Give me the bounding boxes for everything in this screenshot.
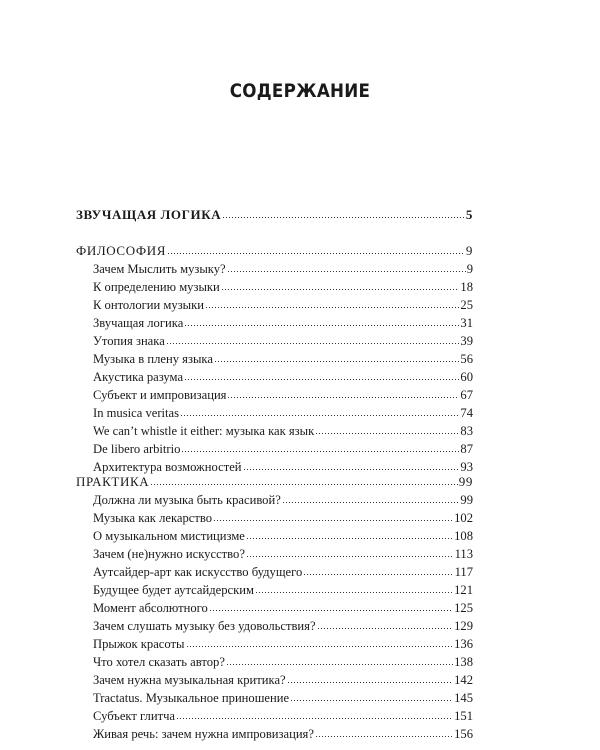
- toc-entry[interactable]: [76, 386, 473, 404]
- toc-entry-page: 60: [460, 370, 473, 384]
- toc-entry-page: 9: [466, 262, 473, 276]
- toc-entry-title: Зачем слушать музыку без удовольствия?: [93, 619, 316, 633]
- toc-section-heading[interactable]: [76, 242, 473, 260]
- toc-entry-title: Звучащая логика: [93, 316, 184, 330]
- toc-section-heading[interactable]: [76, 473, 473, 491]
- toc-entry[interactable]: [76, 617, 473, 635]
- toc-entry-title: Будущее будет аутсайдерским: [93, 583, 254, 597]
- toc-dot-leader: [243, 461, 460, 471]
- toc-entry-page: 129: [454, 619, 473, 633]
- toc-dot-leader: [246, 530, 453, 540]
- toc-entry-page: 74: [460, 406, 473, 420]
- toc-entry-title: Субъект и импровизация: [93, 388, 227, 402]
- toc-entry-page: 56: [460, 352, 473, 366]
- toc-entry[interactable]: [76, 278, 473, 296]
- toc-dot-leader: [184, 317, 459, 327]
- toc-entry-page: 125: [454, 601, 473, 615]
- toc-entry-title: Субъект глитча: [93, 709, 175, 723]
- toc-entry-page: 31: [460, 316, 473, 330]
- toc-entry-title: Музыка как лекарство: [93, 511, 213, 525]
- toc-entry-page: 18: [460, 280, 473, 294]
- toc-dot-leader: [180, 407, 459, 417]
- toc-heading-title: ПРАКТИКА: [76, 474, 150, 489]
- toc-dot-leader: [213, 512, 453, 522]
- toc-entry-title: К определению музыки: [93, 280, 220, 294]
- toc-entry-title: Архитектура возможностей: [93, 460, 242, 474]
- toc-dot-leader: [205, 299, 459, 309]
- toc-dot-leader: [166, 335, 460, 345]
- toc-entry[interactable]: [76, 527, 473, 545]
- toc-entry-page: 121: [454, 583, 473, 597]
- toc-entry-page: 83: [460, 424, 473, 438]
- toc-entry-title: De libero arbitrio: [93, 442, 181, 456]
- toc-entry[interactable]: [76, 260, 473, 278]
- toc-entry[interactable]: [76, 314, 473, 332]
- toc-items: [76, 260, 473, 476]
- toc-section-1: [76, 206, 473, 224]
- toc-dot-leader: [150, 476, 458, 486]
- toc-dot-leader: [282, 494, 460, 504]
- toc-entry-title: О музыкальном мистицизме: [93, 529, 245, 543]
- toc-entry[interactable]: [76, 581, 473, 599]
- toc-entry[interactable]: [76, 671, 473, 689]
- toc-entry-title: Зачем (не)нужно искусство?: [93, 547, 245, 561]
- toc-dot-leader: [315, 728, 453, 738]
- toc-entry-title: Утопия знака: [93, 334, 165, 348]
- toc-entry[interactable]: [76, 422, 473, 440]
- toc-entry-page: 102: [454, 511, 473, 525]
- toc-entry[interactable]: [76, 404, 473, 422]
- toc-entry[interactable]: [76, 599, 473, 617]
- toc-entry-page: 39: [460, 334, 473, 348]
- toc-dot-leader: [167, 245, 465, 255]
- toc-entry[interactable]: [76, 491, 473, 509]
- toc-heading-title: ЗВУЧАЩАЯ ЛОГИКА: [76, 207, 222, 222]
- page-title: СОДЕРЖАНИЕ: [229, 80, 371, 102]
- toc-entry-page: 145: [454, 691, 473, 705]
- toc-dot-leader: [186, 638, 454, 648]
- toc-entry-page: 117: [454, 565, 473, 579]
- toc-entry-title: We can’t whistle it either: музыка как язык: [93, 424, 315, 438]
- toc-entry-title: Акустика разума: [93, 370, 184, 384]
- toc-heading-page: 5: [465, 207, 473, 222]
- toc-entry-page: 113: [454, 547, 473, 561]
- toc-entry[interactable]: [76, 563, 473, 581]
- toc-dot-leader: [214, 353, 459, 363]
- toc-dot-leader: [255, 584, 453, 594]
- toc-entry-page: 93: [460, 460, 473, 474]
- toc-entry-page: 156: [454, 727, 473, 741]
- toc-dot-leader: [209, 602, 453, 612]
- toc-heading-page: 99: [458, 474, 473, 489]
- toc-dot-leader: [303, 566, 453, 576]
- toc-entry-title: Должна ли музыка быть красивой?: [93, 493, 281, 507]
- toc-dot-leader: [315, 425, 459, 435]
- toc-entry-title: Аутсайдер-арт как искусство будущего: [93, 565, 303, 579]
- toc-items: [76, 491, 473, 743]
- toc-entry[interactable]: [76, 440, 473, 458]
- toc-entry-title: Что хотел сказать автор?: [93, 655, 225, 669]
- toc-dot-leader: [290, 692, 453, 702]
- toc-entry-page: 87: [460, 442, 473, 456]
- toc-entry[interactable]: [76, 350, 473, 368]
- toc-entry-page: 25: [460, 298, 473, 312]
- toc-entry[interactable]: [76, 545, 473, 563]
- toc-entry-page: 138: [454, 655, 473, 669]
- toc-entry[interactable]: [76, 509, 473, 527]
- toc-dot-leader: [317, 620, 454, 630]
- toc-dot-leader: [287, 674, 453, 684]
- toc-heading-title: ФИЛОСОФИЯ: [76, 243, 166, 258]
- toc-entry-title: Музыка в плену языка: [93, 352, 213, 366]
- toc-entry[interactable]: [76, 296, 473, 314]
- toc-entry-title: Живая речь: зачем нужна импровизация?: [93, 727, 314, 741]
- toc-dot-leader: [221, 281, 460, 291]
- toc-entry[interactable]: [76, 635, 473, 653]
- toc-entry-title: Момент абсолютного: [93, 601, 208, 615]
- toc-entry-page: 99: [460, 493, 473, 507]
- toc-entry[interactable]: [76, 707, 473, 725]
- toc-entry[interactable]: [76, 653, 473, 671]
- toc-entry-title: Зачем нужна музыкальная критика?: [93, 673, 286, 687]
- toc-heading-page: 9: [465, 243, 473, 258]
- toc-entry[interactable]: [76, 725, 473, 743]
- toc-entry-title: Tractatus. Музыкальное приношение: [93, 691, 290, 705]
- toc-entry-title: In musica veritas: [93, 406, 180, 420]
- toc-entry-page: 136: [454, 637, 473, 651]
- toc-dot-leader: [222, 209, 465, 219]
- toc-dot-leader: [181, 443, 459, 453]
- toc-entry-page: 151: [454, 709, 473, 723]
- toc-entry-title: Прыжок красоты: [93, 637, 185, 651]
- toc-section-3: [76, 473, 473, 743]
- toc-dot-leader: [246, 548, 454, 558]
- toc-entry-page: 142: [454, 673, 473, 687]
- toc-entry-page: 67: [460, 388, 473, 402]
- toc-entry-title: К онтологии музыки: [93, 298, 204, 312]
- toc-entry[interactable]: [76, 332, 473, 350]
- toc-section-heading[interactable]: [76, 206, 473, 224]
- toc-dot-leader: [176, 710, 453, 720]
- toc-dot-leader: [227, 389, 459, 399]
- toc-entry[interactable]: [76, 689, 473, 707]
- toc-dot-leader: [226, 656, 453, 666]
- toc-section-2: [76, 242, 473, 476]
- toc-entry-page: 108: [454, 529, 473, 543]
- toc-dot-leader: [184, 371, 459, 381]
- toc-entry[interactable]: [76, 368, 473, 386]
- toc-dot-leader: [227, 263, 466, 273]
- toc-entry-title: Зачем Мыслить музыку?: [93, 262, 226, 276]
